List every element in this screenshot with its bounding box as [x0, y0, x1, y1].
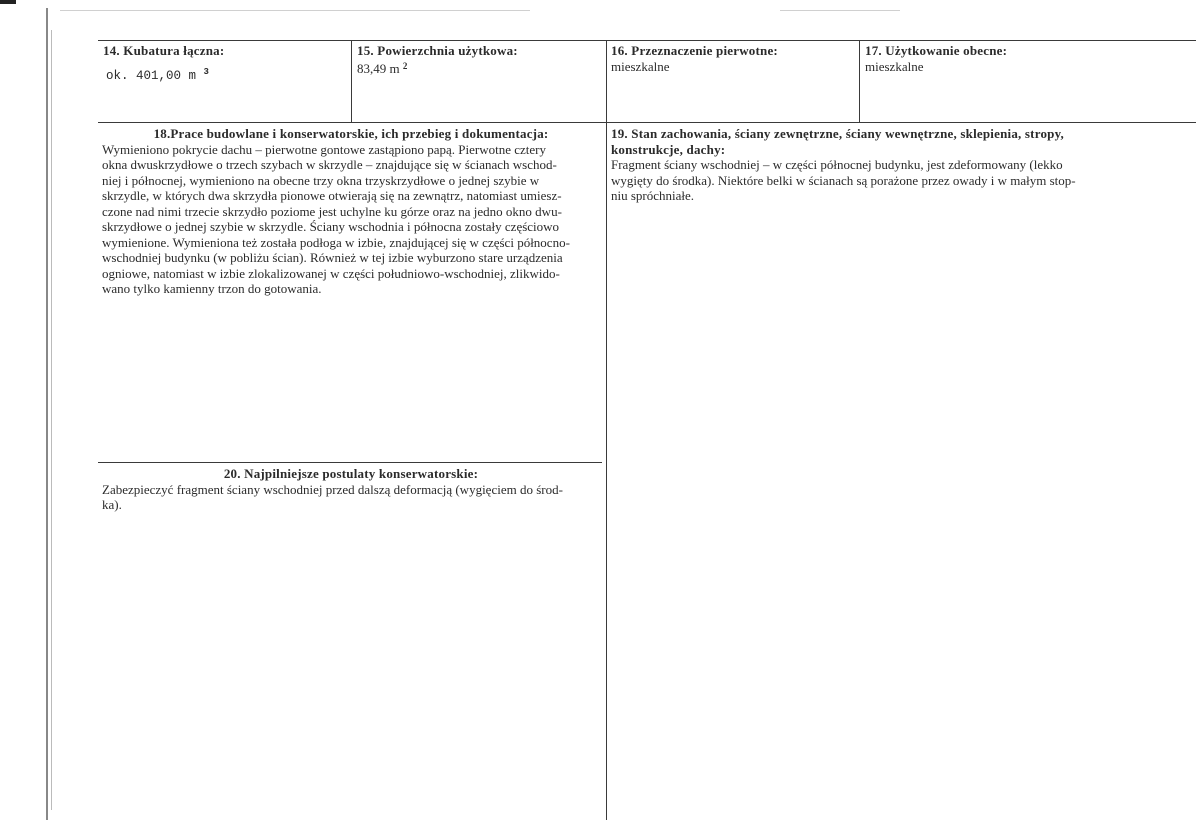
field-15-value-text: 83,49 m — [357, 60, 400, 76]
field-19-line: niu spróchniałe. — [611, 188, 695, 203]
field-18-construction-works — [102, 126, 600, 297]
field-18-line: wano tylko kamienny trzon do gotowania. — [102, 281, 322, 296]
field-18-heading: 18.Prace budowlane i konserwatorskie, ich przebieg i dokumentacja: — [153, 126, 549, 141]
field-14-value-text: ok. 401,00 m — [106, 68, 197, 83]
field-18-line: okna dwuskrzydłowe o trzech szybach w skrzydle – znajdujące się w ścianach wschod- — [102, 157, 557, 172]
field-15-unit-exponent: 2 — [402, 60, 408, 71]
col-divider-16-17 — [859, 40, 860, 122]
table-top-border — [98, 40, 1196, 41]
scan-edge-mark — [0, 0, 16, 4]
field-16-value: mieszkalne — [611, 58, 670, 74]
field-14-heading: 14. Kubatura łączna: — [103, 43, 225, 58]
field-19-condition — [611, 126, 1111, 204]
row-divider-top — [98, 122, 1196, 123]
field-19-line: wygięty do środka). Niektóre belki w ścianach są porażone przez owady i w małym stop- — [611, 172, 1076, 188]
field-18-line: wymienione. Wymieniona też została podłoga w izbie, znajdującej się w części północno- — [102, 234, 570, 250]
field-18-line: skrzydłowe o jednej szybie w skrzydle. Ściany wschodnia i północna zostały częściowo — [102, 219, 560, 234]
field-20-line: Zabezpieczyć fragment ściany wschodniej przed dalszą deformacją (wygięciem do środ- — [102, 481, 563, 497]
field-20-conservation-postulates — [102, 466, 600, 513]
field-18-text — [102, 142, 600, 297]
field-18-line: skrzydle, w których dwa skrzydła pionowe otwierają się na zewnątrz, natomiast umiesz- — [102, 188, 562, 203]
field-18-line: Wymieniono pokrycie dachu – pierwotne gontowe zastąpiono papą. Pierwotne cztery — [102, 141, 546, 157]
field-15-usable-area — [357, 43, 597, 76]
field-18-line: ogniowe, natomiast w izbie zlokalizowanej w części południowo-wschodniej, zlikwido- — [102, 265, 560, 281]
scan-left-edge — [46, 8, 48, 820]
field-15-value — [357, 59, 597, 77]
field-19-heading-2: konstrukcje, dachy: — [611, 141, 726, 157]
field-14-value — [103, 65, 343, 85]
scan-top-faint-line — [60, 10, 530, 11]
field-20-line: ka). — [102, 497, 122, 512]
scan-left-edge-faint — [51, 30, 52, 810]
field-19-text — [611, 157, 1111, 204]
col-divider-middle — [606, 40, 607, 820]
field-20-heading: 20. Najpilniejsze postulaty konserwatorskie: — [223, 466, 479, 481]
col-divider-14-15 — [351, 40, 352, 122]
field-18-line: czone nad nimi trzecie skrzydło poziome jest uchylne ku górze oraz na jedno okno dwu- — [102, 203, 562, 219]
field-14-unit-exponent: 3 — [203, 66, 209, 77]
field-15-heading: 15. Powierzchnia użytkowa: — [357, 43, 518, 58]
field-17-heading: 17. Użytkowanie obecne: — [865, 43, 1008, 58]
field-19-line: Fragment ściany wschodniej – w części północnej budynku, jest zdeformowany (lekko — [611, 157, 1063, 172]
field-20-text — [102, 482, 600, 513]
field-16-original-purpose — [611, 43, 851, 74]
field-16-heading: 16. Przeznaczenie pierwotne: — [611, 43, 778, 58]
field-17-current-use — [865, 43, 1185, 74]
field-18-line: wschodniej budynku (w pobliżu ścian). Również w tej izbie wyburzono stare urządzenia — [102, 250, 563, 265]
scan-top-faint-line-2 — [780, 10, 900, 11]
field-17-value: mieszkalne — [865, 58, 924, 74]
field-14-total-volume — [103, 43, 343, 84]
field-19-heading-1: 19. Stan zachowania, ściany zewnętrzne, ściany wewnętrzne, sklepienia, stropy, — [611, 126, 1065, 141]
row-divider-field20 — [98, 462, 602, 463]
field-18-line: niej i północnej, wymieniono na obecne trzy okna trzyskrzydłowe o jednej szybie w — [102, 172, 540, 188]
